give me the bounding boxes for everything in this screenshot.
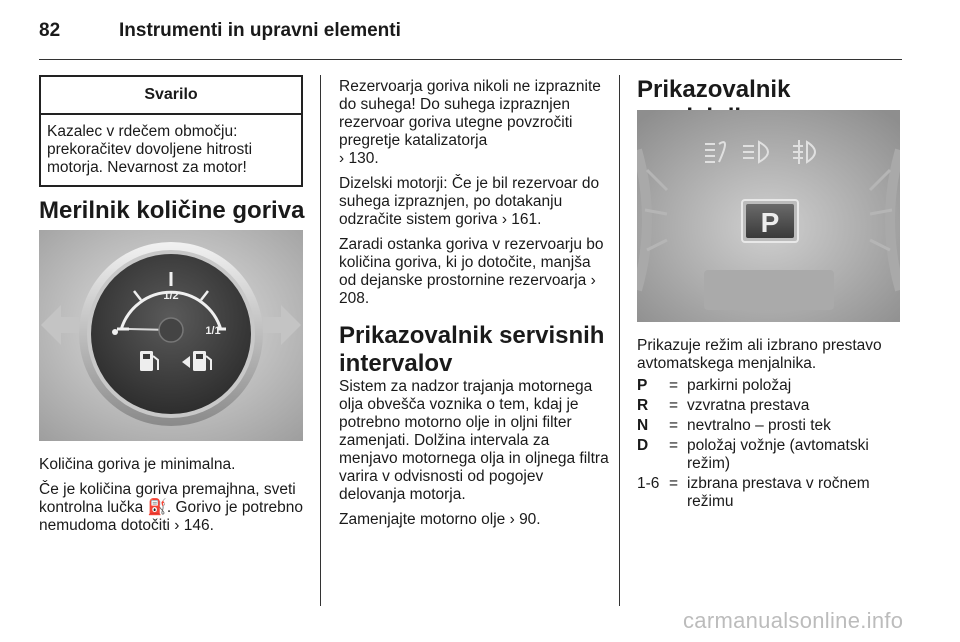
transmission-heading: Prikazovalnik: [637, 76, 791, 103]
diesel-paragraph: Dizelski motorji: Če je bil rezervoar do suhega izpraznjen, po dotakanju odzračite sistem goriva › 161.: [339, 175, 600, 228]
fuel-pump-icon: ⛽: [147, 499, 167, 516]
gear-row: D = položaj vožnje (avtomatski režim): [637, 437, 907, 473]
gear-description: izbrana prestava v ročnem režimu: [687, 475, 870, 510]
gear-key: N: [637, 417, 649, 434]
page-ref-arrow-icon: ›: [509, 511, 520, 528]
gear-row: R = vzvratna prestava: [637, 397, 907, 415]
fuel-caption: Količina goriva je minimalna.: [39, 456, 236, 473]
gear-description: parkirni položaj: [687, 377, 792, 394]
gear-key: P: [637, 377, 648, 394]
page-ref-arrow-icon: ›: [590, 272, 596, 289]
gear-display-letter: P: [760, 207, 780, 238]
service-interval-paragraph: Sistem za nadzor trajanja motornega olja obvešča voznika o tem, kdaj je potrebno motorno olje in oljni filter zamenjati. Dolžina intervala za menjavo motornega olja in oljnega filtra varira v odvisnosti od pogojev delovanja motorja.: [339, 378, 609, 503]
oil-change-paragraph: Zamenjajte motorno olje › 90.: [339, 511, 541, 528]
middle-column: [339, 78, 609, 315]
fuel-paragraph: Če je količina goriva premajhna, sveti kontrolna lučka ⛽. Gorivo je potrebno nemudoma dotočiti › 146.: [39, 481, 304, 534]
page-ref-arrow-icon: ›: [501, 211, 512, 228]
gear-row: 1-6 = izbrana prestava v ročnem režimu: [637, 475, 907, 511]
gear-description: položaj vožnje (avtomatski režim): [687, 437, 869, 472]
gear-key: 1-6: [637, 475, 660, 492]
warning-box: [39, 75, 303, 187]
fuel-gauge-illustration: [39, 230, 303, 441]
watermark: carmanualsonline.info: [683, 608, 904, 633]
page-header: [39, 18, 902, 62]
column-divider-left: [320, 75, 321, 606]
page-ref: 130.: [348, 150, 379, 167]
gear-key: D: [637, 437, 649, 454]
fuel-gauge-figure: [39, 230, 303, 441]
transmission-display-illustration: [637, 110, 900, 322]
transmission-display-figure: [637, 110, 900, 322]
warning-title: Svarilo: [41, 77, 301, 115]
gear-description: nevtralno – prosti tek: [687, 417, 831, 434]
column-divider-right: [619, 75, 620, 606]
page-ref-arrow-icon: ›: [339, 150, 349, 167]
gear-row: P = parkirni položaj: [637, 377, 907, 395]
fuel-tank-warning-paragraph: Rezervoarja goriva nikoli ne izpraznite do suhega! Do suhega izpraznjen rezervoar goriva utegne povzročiti pregretje katalizatorja › 130.: [339, 78, 601, 167]
gear-description: vzvratna prestava: [687, 397, 810, 414]
page-ref: 161.: [511, 211, 542, 228]
page-ref: 90.: [519, 511, 541, 528]
page-ref-arrow-icon: ›: [174, 517, 184, 534]
gear-row: N = nevtralno – prosti tek: [637, 417, 907, 435]
gauge-half-label: 1/2: [163, 290, 179, 302]
header-divider: [39, 59, 902, 60]
fuel-gauge-text: [39, 456, 305, 542]
chapter-title: Instrumenti in upravni elementi: [119, 20, 401, 41]
residual-fuel-paragraph: Zaradi ostanka goriva v rezervoarju bo količina goriva, ki jo dotočite, manjša od dejanske prostornine rezervoarja › 208.: [339, 236, 604, 307]
transmission-intro: Prikazuje režim ali izbrano prestavo avtomatskega menjalnika.: [637, 337, 882, 372]
page-ref: 208.: [339, 290, 370, 307]
page-ref: 146.: [183, 517, 214, 534]
service-interval-text: [339, 378, 609, 536]
fuel-gauge-heading: Merilnik količine goriva: [39, 197, 305, 224]
page-number: 82: [39, 20, 61, 41]
gear-key: R: [637, 397, 649, 414]
service-interval-heading: Prikazovalnik servisnih intervalov: [339, 322, 605, 377]
warning-text: Kazalec v rdečem območju: prekoračitev dovoljene hitrosti motorja. Nevarnost za motor!: [47, 123, 253, 176]
gear-list: [637, 377, 907, 513]
gauge-full-label: 1/1: [205, 325, 221, 337]
